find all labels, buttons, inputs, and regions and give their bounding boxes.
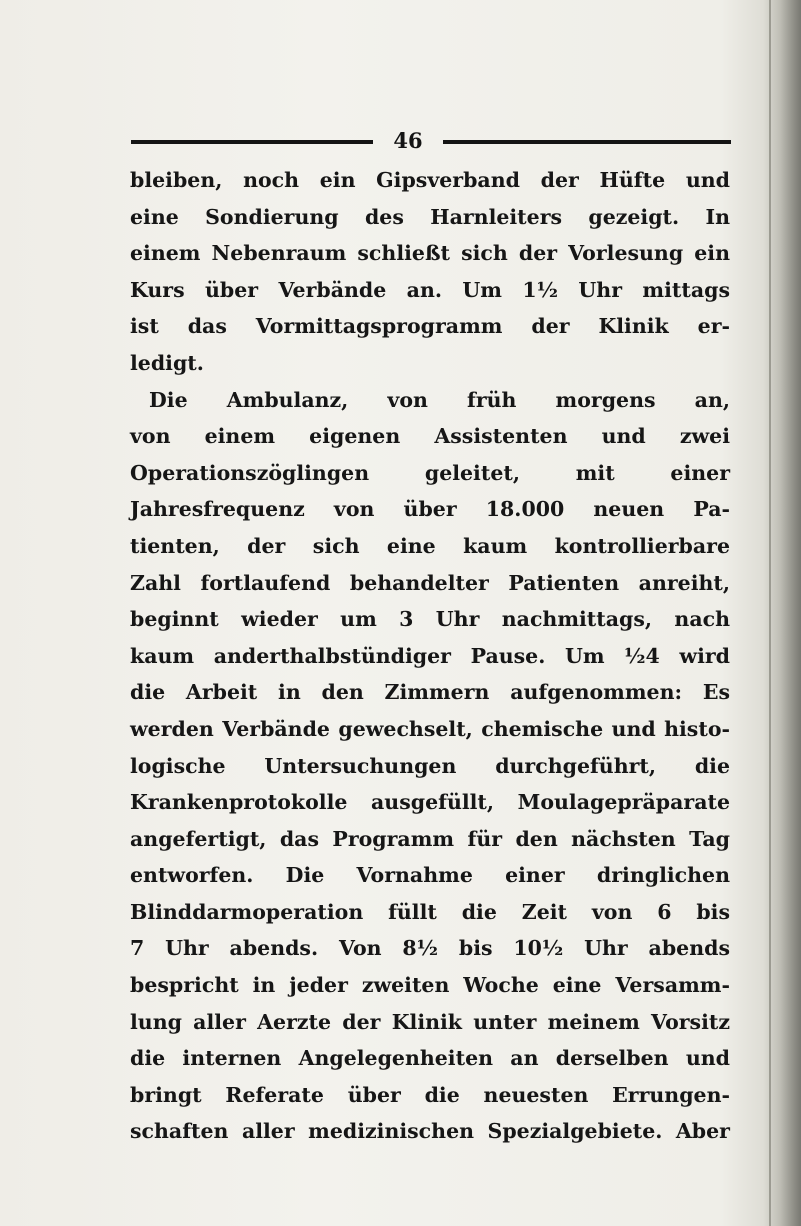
text-line: Die Ambulanz, von früh morgens an,	[149, 387, 730, 412]
text-line: eine Sondierung des Harnleiters gezeigt. In	[130, 204, 730, 229]
text-line: entworfen. Die Vornahme einer dringlichen	[130, 863, 730, 888]
text-line: angefertigt, das Programm für den nächsten Tag	[130, 826, 730, 851]
text-line: einem Nebenraum schließt sich der Vorlesung ein	[130, 241, 730, 266]
header-rule-right	[443, 140, 731, 144]
text-line: von einem eigenen Assistenten und zwei	[130, 424, 730, 449]
text-line: Kurs über Verbände an. Um 1½ Uhr mittags	[130, 277, 730, 302]
text-line: kaum anderthalbstündiger Pause. Um ½4 wird	[130, 643, 730, 668]
text-line: lung aller Aerzte der Klinik unter meinem Vorsitz	[130, 1009, 730, 1034]
text-line: Krankenprotokolle ausgefüllt, Moulagepräparate	[130, 790, 730, 815]
text-line: logische Untersuchungen durchgeführt, die	[130, 753, 730, 778]
text-line: werden Verbände gewechselt, chemische und histo-	[130, 716, 730, 741]
text-line: Zahl fortlaufend behandelter Patienten anreiht,	[130, 570, 730, 595]
text-line: Blinddarmoperation füllt die Zeit von 6 bis	[130, 899, 730, 924]
text-line: Operationszöglingen geleitet, mit einer	[130, 460, 730, 485]
text-line: ledigt.	[130, 350, 204, 375]
page-header	[131, 129, 731, 153]
text-line: bleiben, noch ein Gipsverband der Hüfte und	[130, 168, 730, 192]
text-line: die Arbeit in den Zimmern aufgenommen: Es	[130, 680, 730, 705]
body-text	[130, 162, 730, 1150]
page-number: 46	[393, 128, 423, 153]
text-line: bespricht in jeder zweiten Woche eine Versamm-	[130, 973, 730, 998]
text-line: die internen Angelegenheiten an derselben und	[130, 1046, 730, 1071]
page-edge-line	[769, 0, 771, 1226]
text-line: Jahresfrequenz von über 18.000 neuen Pa-	[130, 497, 730, 522]
text-line: ist das Vormittagsprogramm der Klinik er-	[130, 314, 730, 339]
text-line: beginnt wieder um 3 Uhr nachmittags, nach	[130, 607, 730, 632]
text-line: 7 Uhr abends. Von 8½ bis 10½ Uhr abends	[130, 936, 730, 961]
text-line: bringt Referate über die neuesten Errungen-	[130, 1082, 730, 1107]
text-line: schaften aller medizinischen Spezialgebiete. Aber	[130, 1119, 730, 1144]
header-rule-left	[131, 140, 373, 144]
text-line: tienten, der sich eine kaum kontrollierbare	[130, 533, 730, 558]
